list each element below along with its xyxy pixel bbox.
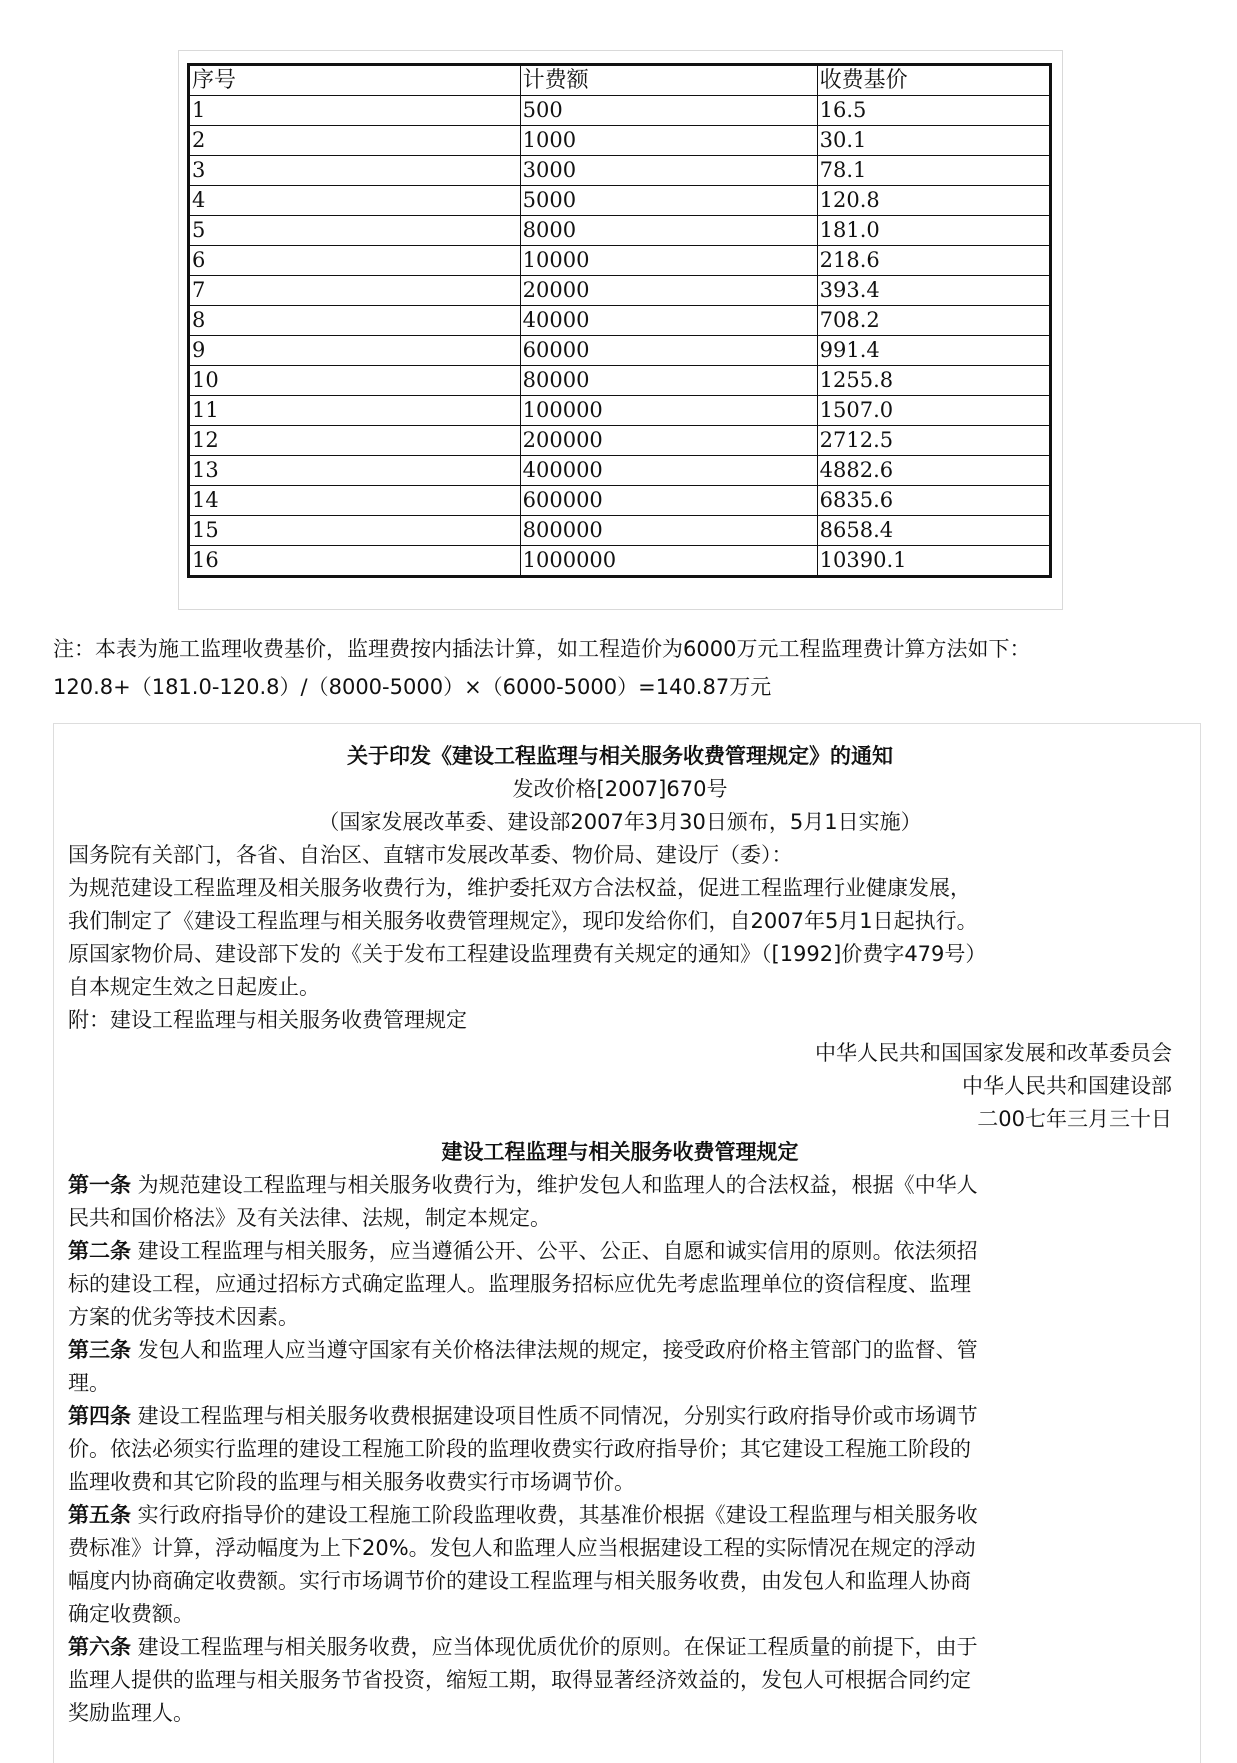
cell-fee-amount: 1000000 [520, 546, 817, 577]
cell-base-price: 16.5 [817, 96, 1050, 126]
article-line [68, 1367, 1172, 1400]
article-text: 实行政府指导价的建设工程施工阶段监理收费，其基准价根据《建设工程监理与相关服务收 [131, 1503, 978, 1527]
cell-index: 11 [189, 396, 521, 426]
article-line [68, 1169, 1172, 1202]
article-text: 建设工程监理与相关服务，应当遵循公开、公平、公正、自愿和诚实信用的原则。依法须招 [131, 1239, 978, 1263]
article-text: 发包人和监理人应当遵守国家有关价格法律法规的规定，接受政府价格主管部门的监督、管 [131, 1338, 978, 1362]
table-row [189, 426, 1051, 456]
cell-index: 4 [189, 186, 521, 216]
cell-fee-amount: 100000 [520, 396, 817, 426]
signatory: 中华人民共和国国家发展和改革委员会 [815, 1041, 1172, 1065]
cell-fee-amount: 40000 [520, 306, 817, 336]
cell-base-price: 6835.6 [817, 486, 1050, 516]
cell-fee-amount: 5000 [520, 186, 817, 216]
cell-fee-amount: 1000 [520, 126, 817, 156]
table-row [189, 306, 1051, 336]
article-line [68, 1202, 1172, 1235]
cell-index: 16 [189, 546, 521, 577]
article-label: 第四条 [68, 1404, 131, 1428]
article-line [68, 1532, 1172, 1565]
cell-base-price: 78.1 [817, 156, 1050, 186]
article-text: 价。依法必须实行监理的建设工程施工阶段的监理收费实行政府指导价；其它建设工程施工阶段的 [68, 1437, 971, 1461]
cell-base-price: 181.0 [817, 216, 1050, 246]
table-row [189, 186, 1051, 216]
table-row [189, 336, 1051, 366]
table-row [189, 216, 1051, 246]
article-text: 民共和国价格法》及有关法律、法规，制定本规定。 [68, 1206, 551, 1230]
table-row [189, 126, 1051, 156]
cell-fee-amount: 8000 [520, 216, 817, 246]
table-row [189, 546, 1051, 577]
cell-index: 10 [189, 366, 521, 396]
article-text: 建设工程监理与相关服务收费，应当体现优质优价的原则。在保证工程质量的前提下，由于 [131, 1635, 978, 1659]
article-text: 费标准》计算，浮动幅度为上下20%。发包人和监理人应当根据建设工程的实际情况在规定的浮动 [68, 1536, 976, 1560]
cell-base-price: 393.4 [817, 276, 1050, 306]
header-fee-amount: 计费额 [520, 65, 817, 96]
cell-fee-amount: 3000 [520, 156, 817, 186]
article-line [68, 1235, 1172, 1268]
notice-issued: （国家发展改革委、建设部2007年3月30日颁布，5月1日实施） [318, 810, 922, 834]
table-note: 注：本表为施工监理收费基价，监理费按内插法计算，如工程造价为6000万元工程监理费计算方法如下：120.8+（181.0-120.8）/（8000-5000）×（6000-5000）=140.87万元 [53, 637, 1031, 699]
cell-base-price: 708.2 [817, 306, 1050, 336]
article-text: 标的建设工程，应通过招标方式确定监理人。监理服务招标应优先考虑监理单位的资信程度、监理 [68, 1272, 971, 1296]
table-row [189, 516, 1051, 546]
article-line [68, 1268, 1172, 1301]
cell-base-price: 120.8 [817, 186, 1050, 216]
article-text: 监理人提供的监理与相关服务节省投资，缩短工期，取得显著经济效益的，发包人可根据合同约定 [68, 1668, 971, 1692]
cell-index: 9 [189, 336, 521, 366]
cell-index: 1 [189, 96, 521, 126]
header-index: 序号 [189, 65, 521, 96]
table-row [189, 276, 1051, 306]
notice-body-line: 原国家物价局、建设部下发的《关于发布工程建设监理费有关规定的通知》（[1992]价费字479号） [68, 942, 987, 966]
cell-fee-amount: 500 [520, 96, 817, 126]
table-row [189, 456, 1051, 486]
article-text: 理。 [68, 1371, 110, 1395]
article-text: 建设工程监理与相关服务收费根据建设项目性质不同情况，分别实行政府指导价或市场调节 [131, 1404, 978, 1428]
table-row [189, 156, 1051, 186]
article-text: 为规范建设工程监理与相关服务收费行为，维护发包人和监理人的合法权益，根据《中华人 [131, 1173, 978, 1197]
article-label: 第六条 [68, 1635, 131, 1659]
article-label: 第一条 [68, 1173, 131, 1197]
notice-attachment: 附：建设工程监理与相关服务收费管理规定 [68, 1008, 467, 1032]
cell-base-price: 1255.8 [817, 366, 1050, 396]
cell-fee-amount: 200000 [520, 426, 817, 456]
fee-table [187, 63, 1052, 578]
cell-base-price: 991.4 [817, 336, 1050, 366]
cell-base-price: 30.1 [817, 126, 1050, 156]
fee-table-container [178, 50, 1063, 610]
cell-index: 15 [189, 516, 521, 546]
table-row [189, 366, 1051, 396]
cell-fee-amount: 400000 [520, 456, 817, 486]
cell-index: 3 [189, 156, 521, 186]
cell-index: 6 [189, 246, 521, 276]
cell-base-price: 218.6 [817, 246, 1050, 276]
cell-fee-amount: 800000 [520, 516, 817, 546]
article-line [68, 1301, 1172, 1334]
notice-doc-number: 发改价格[2007]670号 [512, 777, 728, 801]
table-row [189, 246, 1051, 276]
article-text: 幅度内协商确定收费额。实行市场调节价的建设工程监理与相关服务收费，由发包人和监理人协商 [68, 1569, 971, 1593]
cell-index: 12 [189, 426, 521, 456]
cell-base-price: 2712.5 [817, 426, 1050, 456]
notice-addressee: 国务院有关部门，各省、自治区、直辖市发展改革委、物价局、建设厅（委）： [68, 843, 793, 867]
notice-body-line: 我们制定了《建设工程监理与相关服务收费管理规定》，现印发给你们，自2007年5月1日起执行。 [68, 909, 978, 933]
cell-base-price: 4882.6 [817, 456, 1050, 486]
cell-fee-amount: 20000 [520, 276, 817, 306]
article-text: 监理收费和其它阶段的监理与相关服务收费实行市场调节价。 [68, 1470, 635, 1494]
article-line [68, 1334, 1172, 1367]
cell-index: 2 [189, 126, 521, 156]
signatory: 中华人民共和国建设部 [962, 1074, 1172, 1098]
article-line [68, 1631, 1172, 1664]
regulation-articles [68, 1169, 1172, 1730]
article-text: 奖励监理人。 [68, 1701, 194, 1725]
notice-date: 二00七年三月三十日 [977, 1107, 1172, 1131]
article-line [68, 1499, 1172, 1532]
table-header-row [189, 65, 1051, 96]
article-line [68, 1565, 1172, 1598]
article-line [68, 1598, 1172, 1631]
cell-index: 8 [189, 306, 521, 336]
cell-base-price: 1507.0 [817, 396, 1050, 426]
notice-title: 关于印发《建设工程监理与相关服务收费管理规定》的通知 [347, 744, 893, 768]
article-text: 方案的优劣等技术因素。 [68, 1305, 299, 1329]
cell-index: 14 [189, 486, 521, 516]
notice-document [53, 723, 1201, 1763]
article-text: 确定收费额。 [68, 1602, 194, 1626]
table-row [189, 486, 1051, 516]
article-line [68, 1664, 1172, 1697]
cell-fee-amount: 600000 [520, 486, 817, 516]
article-line [68, 1466, 1172, 1499]
cell-fee-amount: 80000 [520, 366, 817, 396]
cell-index: 5 [189, 216, 521, 246]
cell-index: 7 [189, 276, 521, 306]
cell-base-price: 10390.1 [817, 546, 1050, 577]
cell-fee-amount: 10000 [520, 246, 817, 276]
article-label: 第五条 [68, 1503, 131, 1527]
article-line [68, 1697, 1172, 1730]
article-line [68, 1400, 1172, 1433]
table-row [189, 96, 1051, 126]
article-label: 第三条 [68, 1338, 131, 1362]
notice-body-line: 为规范建设工程监理及相关服务收费行为，维护委托双方合法权益，促进工程监理行业健康发展， [68, 876, 971, 900]
table-row [189, 396, 1051, 426]
cell-fee-amount: 60000 [520, 336, 817, 366]
regulation-title: 建设工程监理与相关服务收费管理规定 [441, 1140, 799, 1164]
cell-index: 13 [189, 456, 521, 486]
article-label: 第二条 [68, 1239, 131, 1263]
fee-table-body [189, 96, 1051, 577]
cell-base-price: 8658.4 [817, 516, 1050, 546]
notice-body-line: 自本规定生效之日起废止。 [68, 975, 320, 999]
article-line [68, 1433, 1172, 1466]
header-base-price: 收费基价 [817, 65, 1050, 96]
